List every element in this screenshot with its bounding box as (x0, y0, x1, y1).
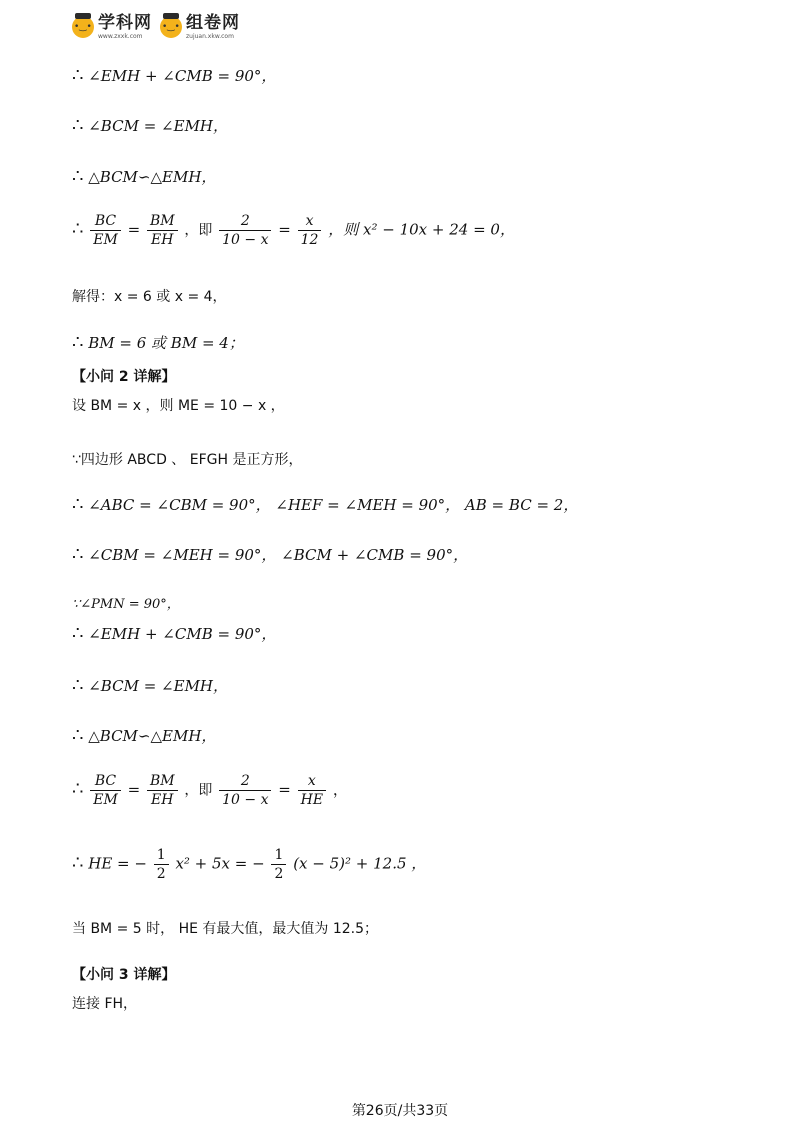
solution-line (72, 846, 426, 883)
solution-line (72, 212, 515, 249)
equals-sign: = (278, 780, 291, 799)
equation: ∠EMH + ∠CMB = 90°， (88, 67, 277, 85)
solution-line (72, 333, 244, 353)
page-number: 第26页/共33页 (351, 1103, 449, 1119)
solution-line (72, 772, 348, 809)
therefore-symbol: ∴ (72, 675, 84, 696)
fraction: $\frac{1}{2}$ (154, 846, 169, 883)
fraction: $\frac{BM}{EH}$ (147, 212, 178, 249)
therefore-symbol: ∴ (72, 332, 84, 353)
therefore-symbol: ∴ (72, 852, 84, 874)
text: ，即 (184, 222, 213, 239)
solution-line: 当 BM = 5 时， HE 有最大值，最大值为 12.5； (72, 921, 379, 937)
equation: ∠BCM = ∠EMH， (88, 117, 229, 135)
solution-line (72, 66, 276, 86)
equation: △BCM∽△EMH， (88, 168, 217, 186)
therefore-symbol: ∴ (72, 65, 84, 86)
therefore-symbol: ∴ (72, 778, 84, 800)
equals-sign: = (278, 220, 291, 239)
equation: ∠CBM = ∠MEH = 90°， ∠BCM + ∠CMB = 90°， (88, 546, 469, 564)
text: ，即 (184, 782, 213, 799)
solution-line: 连接 FH， (72, 996, 138, 1012)
equals-sign: = (127, 220, 141, 239)
mascot-icon (72, 16, 94, 38)
fraction: $\frac{BM}{EH}$ (147, 772, 178, 809)
solution-line (72, 726, 216, 746)
therefore-symbol: ∴ (72, 494, 84, 515)
solution-line: ∵∠PMN = 90°， (72, 597, 180, 612)
equation: x² + 5x = − (175, 854, 265, 873)
fraction: $\frac{x}{HE}$ (298, 772, 326, 809)
logo-url: zujuan.xkw.com (186, 32, 234, 40)
fraction: $\frac{BC}{EM}$ (90, 212, 121, 249)
solution-line: 设 BM = x ，则 ME = 10 − x ， (72, 398, 285, 414)
equation: ∠EMH + ∠CMB = 90°， (88, 625, 277, 643)
text: ， (332, 780, 348, 799)
solution-line (72, 116, 228, 136)
fraction: $\frac{x}{12}$ (298, 212, 322, 249)
solution-line (72, 495, 578, 515)
logo-zujuan (160, 12, 240, 42)
solution-line (72, 676, 228, 696)
equation: BM = 6 或 BM = 4； (88, 334, 244, 352)
fraction: $\frac{BC}{EM}$ (90, 772, 121, 809)
solution-line: ∵四边形 ABCD 、 EFGH 是正方形， (72, 452, 303, 468)
equation: ∠BCM = ∠EMH， (88, 677, 229, 695)
solution-line (72, 167, 216, 187)
therefore-symbol: ∴ (72, 623, 84, 644)
therefore-symbol: ∴ (72, 166, 84, 187)
fraction: $\frac{1}{2}$ (271, 846, 286, 883)
solution-line: 解得：x = 6 或 x = 4， (72, 289, 227, 305)
equals-sign: = (127, 780, 141, 799)
fraction: $\frac{2}{10 - x}$ (219, 772, 271, 809)
equation: △BCM∽△EMH， (88, 727, 217, 745)
logo-url: www.zxxk.com (98, 32, 143, 40)
solution-line (72, 624, 276, 644)
equation: HE = − (88, 854, 147, 873)
equation: ，则 x² − 10x + 24 = 0， (328, 220, 515, 239)
solution-line (72, 545, 468, 565)
fraction: $\frac{2}{10 - x}$ (219, 212, 271, 249)
equation: (x − 5)² + 12.5 ， (293, 854, 427, 873)
logo-xueke (72, 12, 152, 42)
therefore-symbol: ∴ (72, 115, 84, 136)
equation: ∠ABC = ∠CBM = 90°， ∠HEF = ∠MEH = 90°， AB = BC = 2， (88, 496, 579, 514)
logo-name: 学科网 (98, 12, 152, 33)
therefore-symbol: ∴ (72, 725, 84, 746)
therefore-symbol: ∴ (72, 218, 84, 240)
mascot-icon (160, 16, 182, 38)
section-heading: 【小问 2 详解】 (72, 369, 176, 385)
therefore-symbol: ∴ (72, 544, 84, 565)
logo-name: 组卷网 (186, 12, 240, 33)
section-heading: 【小问 3 详解】 (72, 967, 176, 983)
